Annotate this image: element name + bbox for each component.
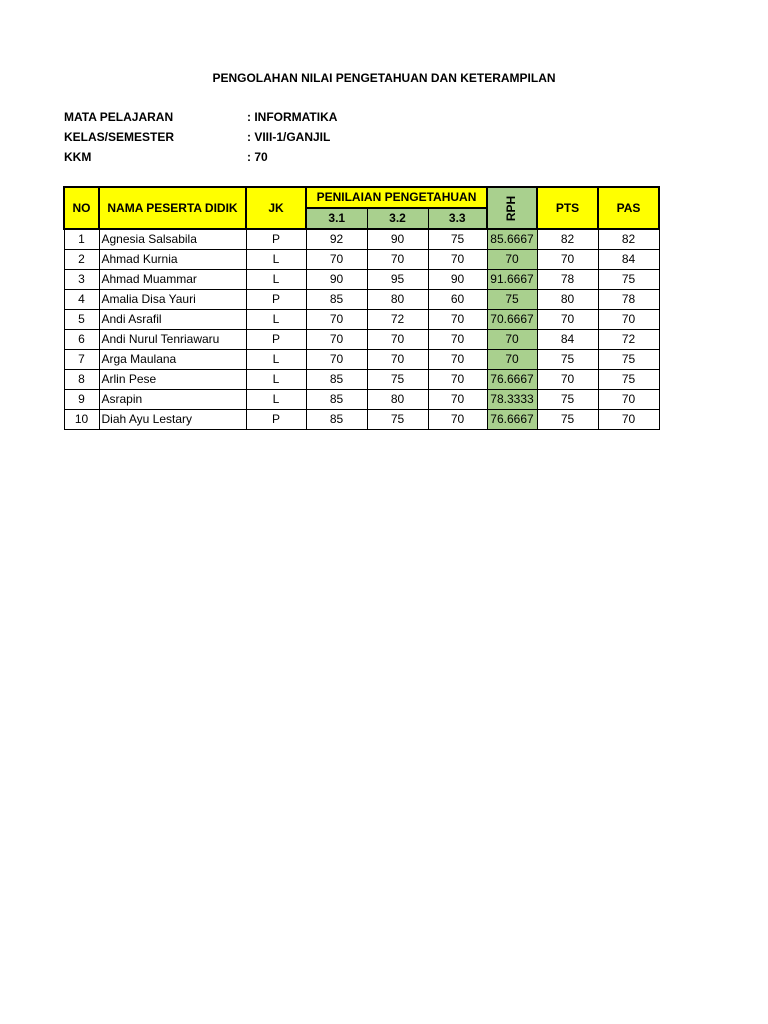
header-kd-3-3: 3.3 [428, 208, 487, 229]
meta-label: KKM [64, 150, 92, 164]
cell-kd-3-3: 90 [428, 270, 487, 290]
header-row [64, 187, 659, 208]
cell-pts: 70 [537, 370, 598, 390]
cell-rph: 78.3333 [487, 390, 537, 410]
cell-pas: 78 [598, 290, 659, 310]
meta-value: : VIII-1/GANJIL [247, 130, 331, 144]
cell-pts: 75 [537, 390, 598, 410]
meta-value: : INFORMATIKA [247, 110, 338, 124]
cell-jk: L [246, 390, 306, 410]
cell-jk: P [246, 330, 306, 350]
cell-kd-3-3: 70 [428, 330, 487, 350]
cell-pts: 78 [537, 270, 598, 290]
cell-pts: 75 [537, 350, 598, 370]
cell-jk: L [246, 270, 306, 290]
cell-kd-3-3: 70 [428, 350, 487, 370]
grades-table [63, 186, 660, 430]
cell-kd-3-1: 85 [306, 410, 367, 430]
page-title: PENGOLAHAN NILAI PENGETAHUAN DAN KETERAMPILAN [212, 71, 556, 85]
table-row [64, 410, 659, 430]
cell-pas: 75 [598, 370, 659, 390]
cell-nama: Andi Asrafil [99, 310, 246, 330]
cell-kd-3-2: 90 [367, 229, 428, 250]
cell-nama: Agnesia Salsabila [99, 229, 246, 250]
table-row [64, 270, 659, 290]
header-rph [487, 187, 537, 229]
cell-nama: Arlin Pese [99, 370, 246, 390]
table-row [64, 330, 659, 350]
table-row [64, 310, 659, 330]
cell-rph: 76.6667 [487, 370, 537, 390]
cell-rph: 91.6667 [487, 270, 537, 290]
cell-pas: 72 [598, 330, 659, 350]
cell-rph: 70 [487, 330, 537, 350]
cell-no: 1 [64, 229, 99, 250]
cell-pas: 84 [598, 250, 659, 270]
table-row [64, 370, 659, 390]
cell-no: 6 [64, 330, 99, 350]
cell-kd-3-2: 70 [367, 250, 428, 270]
cell-pas: 82 [598, 229, 659, 250]
meta-label: MATA PELAJARAN [64, 110, 174, 124]
cell-no: 9 [64, 390, 99, 410]
table-row [64, 390, 659, 410]
cell-nama: Arga Maulana [99, 350, 246, 370]
cell-kd-3-2: 80 [367, 290, 428, 310]
header-pts: PTS [537, 187, 598, 229]
cell-rph: 76.6667 [487, 410, 537, 430]
cell-no: 7 [64, 350, 99, 370]
cell-kd-3-1: 85 [306, 390, 367, 410]
cell-kd-3-3: 75 [428, 229, 487, 250]
header-kd-3-2: 3.2 [367, 208, 428, 229]
cell-kd-3-3: 70 [428, 410, 487, 430]
cell-jk: L [246, 350, 306, 370]
cell-kd-3-2: 70 [367, 330, 428, 350]
cell-jk: P [246, 290, 306, 310]
table-row [64, 290, 659, 310]
cell-kd-3-1: 85 [306, 370, 367, 390]
cell-kd-3-1: 90 [306, 270, 367, 290]
header-kd-3-1: 3.1 [306, 208, 367, 229]
cell-nama: Asrapin [99, 390, 246, 410]
cell-no: 10 [64, 410, 99, 430]
cell-jk: P [246, 229, 306, 250]
cell-kd-3-1: 70 [306, 310, 367, 330]
cell-no: 5 [64, 310, 99, 330]
grades-table-body [64, 229, 659, 430]
cell-rph: 70 [487, 250, 537, 270]
header-pas: PAS [598, 187, 659, 229]
cell-kd-3-3: 60 [428, 290, 487, 310]
cell-jk: L [246, 370, 306, 390]
cell-rph: 75 [487, 290, 537, 310]
cell-kd-3-1: 70 [306, 330, 367, 350]
cell-pas: 70 [598, 390, 659, 410]
cell-kd-3-2: 95 [367, 270, 428, 290]
cell-pas: 75 [598, 350, 659, 370]
cell-kd-3-2: 70 [367, 350, 428, 370]
cell-pts: 84 [537, 330, 598, 350]
cell-kd-3-3: 70 [428, 250, 487, 270]
cell-kd-3-2: 80 [367, 390, 428, 410]
cell-kd-3-1: 70 [306, 350, 367, 370]
cell-kd-3-3: 70 [428, 310, 487, 330]
cell-nama: Diah Ayu Lestary [99, 410, 246, 430]
cell-no: 4 [64, 290, 99, 310]
header-penilaian-pengetahuan: PENILAIAN PENGETAHUAN [306, 187, 487, 208]
cell-pts: 75 [537, 410, 598, 430]
header-nama: NAMA PESERTA DIDIK [99, 187, 246, 229]
cell-no: 3 [64, 270, 99, 290]
cell-kd-3-2: 75 [367, 370, 428, 390]
cell-kd-3-3: 70 [428, 390, 487, 410]
cell-pas: 70 [598, 310, 659, 330]
cell-kd-3-3: 70 [428, 370, 487, 390]
cell-kd-3-1: 70 [306, 250, 367, 270]
table-row [64, 350, 659, 370]
cell-nama: Ahmad Muammar [99, 270, 246, 290]
table-row [64, 229, 659, 250]
cell-kd-3-1: 92 [306, 229, 367, 250]
cell-pts: 70 [537, 250, 598, 270]
header-jk: JK [246, 187, 306, 229]
cell-nama: Amalia Disa Yauri [99, 290, 246, 310]
cell-jk: L [246, 250, 306, 270]
cell-jk: P [246, 410, 306, 430]
cell-pas: 70 [598, 410, 659, 430]
cell-kd-3-2: 72 [367, 310, 428, 330]
cell-pts: 70 [537, 310, 598, 330]
table-row [64, 250, 659, 270]
cell-kd-3-2: 75 [367, 410, 428, 430]
cell-nama: Ahmad Kurnia [99, 250, 246, 270]
cell-no: 8 [64, 370, 99, 390]
cell-pas: 75 [598, 270, 659, 290]
cell-pts: 82 [537, 229, 598, 250]
cell-kd-3-1: 85 [306, 290, 367, 310]
cell-rph: 70.6667 [487, 310, 537, 330]
cell-rph: 70 [487, 350, 537, 370]
header-rph-label: RPH [504, 195, 519, 221]
meta-label: KELAS/SEMESTER [64, 130, 175, 144]
cell-rph: 85.6667 [487, 229, 537, 250]
meta-value: : 70 [247, 150, 268, 164]
cell-jk: L [246, 310, 306, 330]
header-no: NO [64, 187, 99, 229]
cell-no: 2 [64, 250, 99, 270]
cell-nama: Andi Nurul Tenriawaru [99, 330, 246, 350]
cell-pts: 80 [537, 290, 598, 310]
